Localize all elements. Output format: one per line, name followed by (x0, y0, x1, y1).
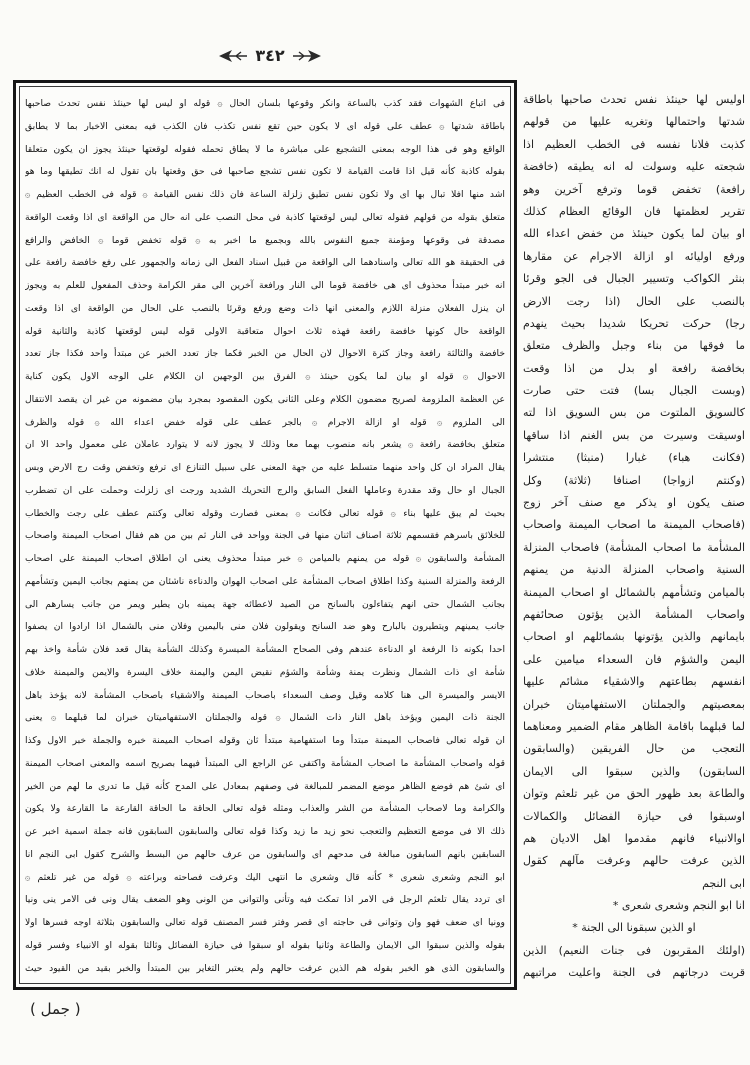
commentary-line: وونيا اى ضعف فهو وان وتوانى فى حاجته اى قصر وفتر فسر المصنف قوله تعالى والسابقون بثلاثة اوجه فسرها اولا (25, 917, 505, 928)
matn-line: (اولئك المقربون فى جنات النعيم) الذين (523, 943, 745, 957)
commentary-line: ان ينزل الفعلان منزلة اللازم والمعنى انها ذات وضع ورفع وقرئا بالنصب على الحال من الواقعة اى اذا وقعت (25, 302, 505, 314)
matn-line: (فكانت هباء) غبارا (منبثا) منتشرا (523, 451, 745, 465)
commentary-line: الايسر والميسرة الى هنا كلامه وقيل وصف السعداء باصحاب الميمنة والاشقياء باصحاب المشأمة لانه يؤخذ باهل (25, 689, 505, 701)
matn-line: واصحاب المشأمة الذين يؤتون صحائفهم (523, 607, 745, 621)
commentary-line: المشأمة والسابقون ۞ قوله من يمنهم بالميامن ۞ خبر مبتدأ محذوف يعنى ان اطلاق اصحاب الميمنة على اصحاب (25, 553, 505, 564)
commentary-line: للخلائق باسرهم فقسمهم ثلاثة اصناف اثنان منها فى الجنة وواحد فى النار ثم بين من هم فقال اصحاب الميمنة واصحاب (25, 530, 505, 542)
commentary-line: ذلك الا فى موضع التعظيم والتعجب نحو زيد ما زيد وكذا قوله تعالى والسابقون السابقون فانه جملة اسمية اخبر عن (25, 826, 505, 837)
matn-line: ما فوقها من بناء وجبل والظرف متعلق (523, 339, 745, 353)
commentary-line: الرفعة والمنزلة السنية وكذا اطلاق اصحاب المشأمة على اصحاب الهوان والدناءة ناشئان من يمنهم بجانب اليمين وتشأمهم (25, 575, 505, 587)
ornament-left-icon (218, 49, 248, 63)
matn-line: بخافضة رافعة او بدل من اذا وقعت (523, 361, 745, 375)
matn-line: قربت درجاتهم فى الجنة واعليت مراتبهم (523, 966, 745, 980)
matn-line: تقرير لعظمتها فان الوقائع العظام كذلك (523, 204, 745, 218)
commentary-line: الجبال او حال وقد مقدرة وعاملها الفعل السابق والرج التحريك الشديد ورجت اى زلزلت وحملت على ان تضطرب (25, 484, 505, 496)
commentary-line: السابقين بانهم السابقون مبالغة فى مدحهم اى والسابقون من عرف حالهم من البسط والشرح كقول ابى النجم انا (25, 848, 505, 860)
commentary-line: قوله واصحاب المشأمة ما اصحاب المشأمة واكتفى عن الراجع الى المبتدأ فيهما بصريح اسمه والمعنى اصحاب الميمنة (25, 757, 505, 769)
matn-line: التعجب من حال الفريقين (والسابقون (523, 742, 745, 756)
matn-line: صنف يكون او يذكر مع صنف آخر زوج (523, 496, 745, 510)
commentary-line: الجنة ذات اليمين ويؤخذ باهل النار ذات الشمال ۞ قوله والجملتان الاستفهاميتان خبران لما قبلهما ۞ يعنى (25, 712, 505, 724)
commentary-line: جانب يمينهم ويتطيرون بالبارح وهو ضد السانح ويقولون فلان منى باليمين وفلان منى بالشمال اذا ارادوا ان يصفوا (25, 621, 505, 633)
commentary-line: اى شئ هم فوضع الظاهر موضع المضمر للمبالغة فى وصفهم بمعادل على المدح كأنه قيل ما تدرى ما لهم من الخير (25, 780, 505, 792)
commentary-line: باطاقة شدتها ۞ عطف على قوله اى لا يكون حين تقع نفس تكذب فان الكذب فيه بمعنى الاخبار بما لا يطابق (25, 120, 505, 132)
matn-line: رجا) حركت تحريكا شديدا بحيث ينهدم (523, 316, 745, 330)
commentary-line: فى الحقيقة هو الله تعالى واسنادهما الى الواقعة من قبيل اسناد الفعل الى زمانه والجمهور على رفع خافضة رافعة على (25, 257, 505, 269)
matn-line: اوسيقت وسيرت من بس الغنم اذا ساقها (523, 428, 745, 442)
matn-line: اوليس لها حينئذ نفس تحدث صاحبها باطاقة (523, 93, 745, 106)
commentary-line: انه خبر مبتدأ محذوف اى هى خافضة قوما الى النار ورافعة آخرين الى مقر الكرامة وحذف المفعول للعلم به ويجوز (25, 280, 505, 291)
matn-line: اوالانبياء فانهم مقدموا اهل الاديان هم (523, 831, 745, 845)
matn-line: ابى النجم (702, 876, 745, 890)
matn-column (523, 89, 745, 985)
commentary-frame (13, 80, 517, 990)
matn-line: (فاصحاب الميمنة ما اصحاب الميمنة واصحاب (523, 518, 745, 532)
matn-line: السابقون) والذين سبقوا الى الايمان (523, 764, 745, 778)
commentary-line: ان قوله تعالى فاصحاب الميمنة مبتدأ وما استفهامية مبتدأ ثان وقوله اصحاب الميمنة خبره والجملة خبر الاول وكذا (25, 735, 505, 746)
page-header (200, 48, 340, 64)
commentary-line: الواقعة حال كونها خافضة رافعة فهذه ثلاث احوال متعاقبة الاولى قوله ليس لوقعتها كاذبة والثانية قوله (25, 325, 505, 337)
matn-line: الذين عرفت حالهم وعرفت مآلهم كقول (523, 854, 745, 868)
matn-line: كذبت فلانا نفسه فى الخطب العظيم اذا (523, 137, 745, 151)
matn-line: بايمانهم والذين يؤتونها بشمائلهم او اصحاب (523, 630, 745, 644)
matn-line: بالميامن وتشأمهم بالشمائل او اصحاب الميمنة (523, 585, 745, 599)
matn-line: بالنصب على الحال (اذا رجت الارض (523, 294, 745, 308)
commentary-line: والكرامة وما لاصحاب المشأمة من الشر والعذاب ومثله قوله تعالى الحاقة ما الحاقة القارعة ما القارعة ولا يكون (25, 803, 505, 815)
commentary-line: اشد منها افلا تبال بها اى ولا تكون نفس تطيق زلزلة الساعة فان ذلك نفس القيامة ۞ قوله فى الخطب العظيم ۞ (25, 189, 505, 200)
commentary-line: الاحوال ۞ قوله او بيان لما يكون حينئذ ۞ الفرق بين الوجهين ان الكلام على الوجه الاول يكون كناية (25, 371, 505, 382)
matn-line: ورفع اوليائه او ازالة الاجرام عن مقارها (523, 249, 745, 263)
commentary-line: احدا بكونه ذا الرفعة او الدناءة عندهم وفى الصحاح المشأمة الميسرة وكذلك الشأمة يقال قعد فلان شأمة واخذ بهم (25, 644, 505, 655)
matn-line: بنثر الكواكب وتسيير الجبال فى الجو وقرئا (523, 272, 745, 286)
commentary-line: بقوله والذين سبقوا الى الايمان والطاعة وثانيا بقوله او سبقوا فى حيازة الفضائل وثالثا بقوله او الانبياء وفسر قوله (25, 939, 505, 951)
matn-line: بمعصيتهم والجملتان الاستفهاميتان خبران (523, 697, 745, 711)
matn-line: المشأمة ما اصحاب المشأمة) فاصحاب المنزلة (523, 540, 745, 554)
matn-line: او بيان لما يكون حينئذ من خفض اعداء الله (523, 227, 745, 241)
commentary-line: بجانب الشمال حتى انهم يتفاءلون بالسانح من الصيد لاعطائه جهة يمينه بان يطير ويمر من جانب يسارهم الى (25, 598, 505, 610)
matn-line: كالسويق الملتوت من بس السويق اذا لته (523, 406, 745, 420)
commentary-frame-inner (19, 86, 511, 984)
page-number: ٣٤٢ (255, 46, 285, 65)
commentary-line: والسابقون الذى هو الخبر بقوله هم الذين عرفت حالهم ولم يعتبر التغاير بين المبتدأ والخبر بقيد من القيود حيث (25, 962, 505, 974)
commentary-text (25, 93, 505, 980)
commentary-line: مصدقة فى وقوعها ومؤمنة جميع النفوس بالله وبجميع ما اخبر به ۞ قوله تخفض قوما ۞ الخافض والرافع (25, 234, 505, 246)
ornament-right-icon (292, 49, 322, 63)
commentary-line: متعلق بقوله من قولهم فقوله تعالى ليس لوقعتها كاذبة فى محل النصب على انه حال من الواقعة اى اذا وقعت الواقعة (25, 211, 505, 223)
matn-line: شدتها واحتمالها وتغريه عليها من قولهم (523, 115, 745, 129)
commentary-line: الواقع وهو فى هذا الوجه بمعنى التشجيع على مباشرة ما لا يطاق تحمله فقوله لوقعتها حينئذ يجوز ان يكون متعلقا (25, 143, 505, 155)
matn-line: (وبست الجبال بسا) فتت حتى صارت (523, 384, 745, 398)
matn-line: رافعة) تخفض قوما وترفع آخرين وهو (523, 182, 745, 196)
commentary-line: الى الملزوم ۞ قوله او ازالة الاجرام ۞ بالجر عطف على قوله خفض اعداء الله ۞ قوله والظرف (25, 416, 505, 428)
commentary-line: بحيث لم يبق عليها بناء ۞ قوله تعالى فكانت ۞ بمعنى فصارت وقوله تعالى وكنتم عطف على رجت والخطاب (25, 507, 505, 519)
commentary-line: اى تردد يقال تلعثم الرجل فى الامر اذا تمكث فيه وتأنى والتوانى من الونى وهو الضعف يقال ونى فى الامر ينى ونيا (25, 894, 505, 906)
matn-line: اليمن والشؤم فان السعداء ميامين على (523, 652, 745, 666)
matn-line: لما قبلهما باقامة الظاهر مقام الضمير ومعناهما (523, 719, 745, 733)
matn-line: (وكنتم ازواجا) اصنافا (ثلاثة) وكل (523, 473, 745, 487)
matn-line: والطاعة بعد ظهور الحق من غير تلعثم وتوان (523, 787, 745, 801)
commentary-line: خافضة والثالثة رافعة وجاز كثرة الاحوال لان الحال من الخبر فكما جاز تعدد الخبر عن مبتدأ واحد فكذا جاز تعدد (25, 348, 505, 360)
matn-line: السنية واصحاب المنزلة الدنية من يمنهم (523, 563, 745, 577)
catchword: ( جمل ) (30, 1000, 81, 1018)
commentary-line: يقال المراد ان كل واحد منهما متسلط عليه من جهة المعنى على سبيل التنازع اى ترفع وتخفض وقت رج الارض وبس (25, 462, 505, 473)
commentary-line: ابو النجم وشعرى شعرى * كأنه قال وشعرى ما انتهى اليك وعرفت فصاحته وبراعته ۞ قوله من غير تلعثم ۞ (25, 871, 505, 883)
matn-line: انفسهم بطاعتهم والاشقياء مشائم عليها (523, 675, 745, 689)
matn-line: او الذين سبقونا الى الجنة * (572, 921, 696, 935)
matn-line: اوسبقوا فى حيازة الفضائل والكمالات (523, 809, 745, 823)
commentary-line: عن العظمة الملزومة لصريح مضمون الكلام وعلى الثانى يكون المقصود بمجرد بيان مضمونه من غير ان يقصد الانتقال (25, 393, 505, 405)
matn-line: شجعته عليه وسولت له انه يطيقه (خافضة (523, 160, 745, 174)
commentary-line: متعلق بخافضة رافعة ۞ يشعر بانه منصوب بهما معا وذلك لا يجوز لانه لا يتوارد عاملان على معمول واحد الا ان (25, 439, 505, 451)
matn-line: انا ابو النجم وشعرى شعرى * (612, 899, 745, 913)
commentary-line: شأمة اى ذات الشمال ونظرت يمنة وشأمة والشؤم نقيض اليمن واليمنة خلاف اليسرة والايمن والميمنة خلاف (25, 666, 505, 678)
commentary-line: فى اتباع الشهوات فقد كذب بالساعة وانكر وقوعها بلسان الحال ۞ قوله او ليس لها حينئذ نفس تحدث صاحبها (25, 98, 505, 109)
commentary-line: بقوله كاذبة كأنه قيل اذا قامت القيامة لا تكون نفس تشجع صاحبها فى حق وقعتها بان تقول له انك تطيقها وما هو (25, 166, 505, 178)
